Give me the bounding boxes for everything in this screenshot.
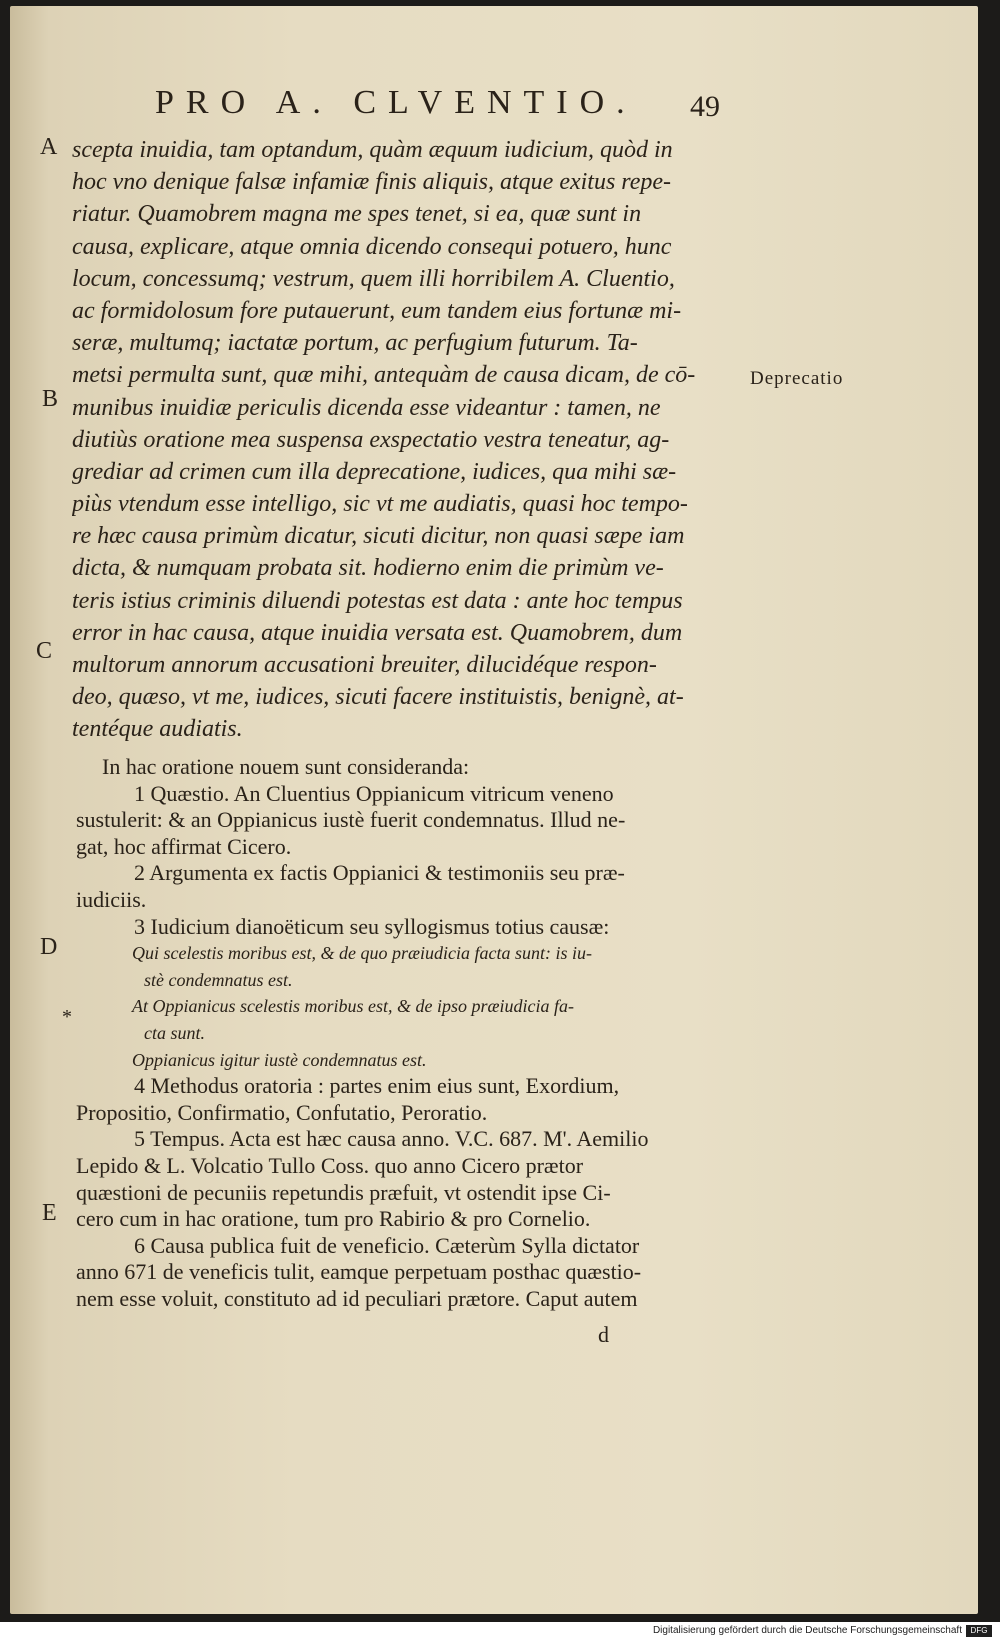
text-line: hoc vno denique falsæ infamiæ finis aliquis, atque exitus repe- bbox=[72, 169, 672, 196]
text-line: cero cum in hac oratione, tum pro Rabirio & pro Cornelio. bbox=[76, 1206, 591, 1232]
text-line: iudiciis. bbox=[76, 886, 147, 912]
text-line: teris istius criminis diluendi potestas est data : ante hoc tempus bbox=[72, 587, 683, 614]
commentary-heading: In hac oratione nouem sunt consideranda: bbox=[102, 754, 470, 779]
syllogism-line: At Oppianicus scelestis moribus est, & de ipso præiudicia fa- bbox=[132, 996, 574, 1017]
dfg-logo: DFG bbox=[966, 1625, 992, 1637]
running-title: PRO A. CLVENTIO. bbox=[155, 84, 637, 121]
signature-mark: d bbox=[598, 1322, 609, 1347]
text-line: scepta inuidia, tam optandum, quàm æquum iudicium, quòd in bbox=[72, 137, 673, 163]
text-line: 3 Iudicium dianoëticum seu syllogismus totius causæ: bbox=[134, 913, 610, 939]
margin-mark: * bbox=[62, 1006, 72, 1028]
text-line: locum, concessumq; vestrum, quem illi horribilem A. Cluentio, bbox=[72, 265, 675, 292]
page-number: 49 bbox=[690, 90, 720, 123]
text-line: causa, explicare, atque omnia dicendo consequi potuero, hunc bbox=[72, 233, 672, 260]
syllogism-line: cta sunt. bbox=[144, 1022, 205, 1043]
text-line: seræ, multumq; iactatæ portum, ac perfugium futurum. Ta- bbox=[72, 330, 638, 357]
text-line: error in hac causa, atque inuidia versata est. Quamobrem, dum bbox=[72, 619, 683, 646]
syllogism-line: Qui scelestis moribus est, & de quo præiudicia facta sunt: is iu- bbox=[132, 943, 592, 964]
text-line: multorum annorum accusationi breuiter, dilucidéque respon- bbox=[72, 652, 657, 678]
text-line: 6 Causa publica fuit de veneficio. Cæterùm Sylla dictator bbox=[134, 1232, 640, 1258]
syllogism-line: Oppianicus igitur iustè condemnatus est. bbox=[132, 1049, 427, 1070]
text-line: quæstioni de pecuniis repetundis præfuit, vt ostendit ipse Ci- bbox=[76, 1179, 611, 1205]
margin-letter-a: A bbox=[40, 134, 58, 160]
margin-letter-e: E bbox=[42, 1200, 57, 1226]
margin-letter-c: C bbox=[36, 638, 53, 664]
commentary-block bbox=[76, 754, 756, 1312]
text-line: 4 Methodus oratoria : partes enim eius sunt, Exordium, bbox=[134, 1073, 620, 1099]
text-line: sustulerit: & an Oppianicus iustè fuerit condemnatus. Illud ne- bbox=[76, 807, 626, 833]
text-line: gat, hoc affirmat Cicero. bbox=[76, 833, 292, 859]
text-line: munibus inuidiæ periculis dicenda esse videantur : tamen, ne bbox=[72, 394, 661, 421]
text-line: riatur. Quamobrem magna me spes tenet, si ea, quæ sunt in bbox=[72, 201, 642, 228]
side-note: Deprecatio bbox=[750, 368, 844, 389]
text-line: diutiùs oratione mea suspensa exspectatio vestra teneatur, ag- bbox=[72, 426, 670, 453]
text-line: dicta, & numquam probata sit. hodierno enim die primùm ve- bbox=[72, 555, 664, 582]
digitization-footer bbox=[0, 1622, 1000, 1640]
text-line: re hæc causa primùm dicatur, sicuti dicitur, non quasi sæpe iam bbox=[72, 523, 685, 550]
text-line: 5 Tempus. Acta est hæc causa anno. V.C. 687. M'. Aemilio bbox=[134, 1126, 649, 1152]
text-line: ac formidolosum fore putauerunt, eum tandem eius fortunæ mi- bbox=[72, 297, 682, 324]
text-line: anno 671 de veneficis tulit, eamque perpetuam posthac quæstio- bbox=[76, 1259, 642, 1285]
margin-letter-b: B bbox=[42, 386, 59, 412]
text-line: piùs vtendum esse intelligo, sic vt me audiatis, quasi hoc tempo- bbox=[72, 491, 688, 518]
text-line: 1 Quæstio. An Cluentius Oppianicum vitricum veneno bbox=[134, 780, 614, 806]
text-line: Lepido & L. Volcatio Tullo Coss. quo anno Cicero prætor bbox=[76, 1152, 584, 1178]
syllogism-line: stè condemnatus est. bbox=[144, 969, 293, 990]
book-page bbox=[10, 6, 978, 1614]
text-line: 2 Argumenta ex factis Oppianici & testimoniis seu præ- bbox=[134, 860, 625, 886]
text-line: grediar ad crimen cum illa deprecatione, iudices, qua mihi sæ- bbox=[72, 458, 677, 485]
italic-text-block bbox=[72, 134, 752, 746]
text-line: deo, quæso, vt me, iudices, sicuti facere instituistis, benignè, at- bbox=[72, 684, 684, 711]
text-line: tentéque audiatis. bbox=[72, 716, 243, 743]
text-line: Propositio, Confirmatio, Confutatio, Peroratio. bbox=[76, 1099, 488, 1125]
text-line: metsi permulta sunt, quæ mihi, antequàm de causa dicam, de cō- bbox=[72, 362, 696, 389]
text-line: nem esse voluit, constituto ad id peculiari prætore. Caput autem bbox=[76, 1285, 638, 1311]
funding-credit: Digitalisierung gefördert durch die Deutsche Forschungsgemeinschaft bbox=[652, 1625, 962, 1636]
margin-letter-d: D bbox=[40, 934, 58, 960]
